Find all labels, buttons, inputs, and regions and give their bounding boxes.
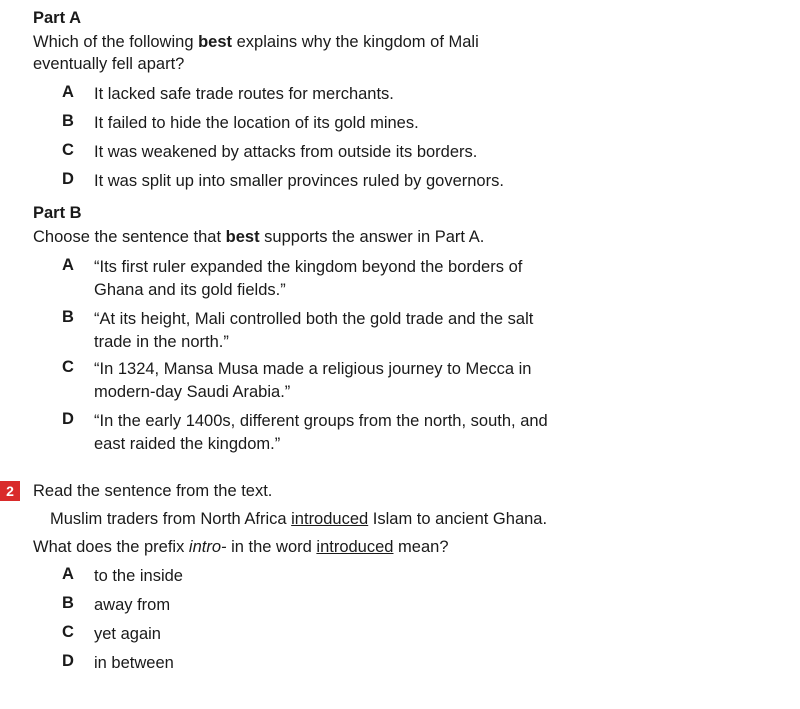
option-text	[94, 254, 574, 300]
option-letter: A	[62, 83, 74, 101]
quote-post: Islam to ancient Ghana.	[368, 510, 548, 528]
question2-question	[33, 536, 449, 558]
question2-option-c[interactable]	[0, 621, 800, 650]
option-text-line2: Ghana and its gold fields.”	[94, 281, 286, 299]
part-a-question-pre: Which of the following	[33, 33, 199, 51]
option-text-line2: east raided the kingdom.”	[94, 435, 281, 453]
option-text-line2: modern-day Saudi Arabia.”	[94, 383, 291, 401]
question-mid: in the word	[226, 538, 317, 556]
option-text	[94, 306, 574, 352]
option-text	[94, 356, 574, 402]
option-text	[94, 408, 574, 454]
part-b-question-bold: best	[225, 228, 260, 246]
part-b-title: Part B	[33, 204, 82, 222]
question-underlined-word: introduced	[316, 538, 394, 556]
part-a-title: Part A	[33, 9, 81, 27]
part-a-question-line2: eventually fell apart?	[33, 55, 185, 73]
question2-option-d[interactable]	[0, 650, 800, 679]
option-text: away from	[94, 596, 171, 614]
part-b-option-d[interactable]	[0, 408, 800, 458]
part-a-question	[33, 31, 479, 53]
quote-pre: Muslim traders from North Africa	[50, 510, 292, 528]
quote-underlined-word: introduced	[291, 510, 369, 528]
option-text-line2: trade in the north.”	[94, 333, 229, 351]
question-italic-prefix: intro-	[188, 538, 227, 556]
option-text: in between	[94, 654, 174, 672]
option-text-line1: “At its height, Mali controlled both the gold trade and the salt	[94, 310, 534, 328]
option-text-line1: “In 1324, Mansa Musa made a religious journey to Mecca in	[94, 360, 532, 378]
question-post: mean?	[393, 538, 449, 556]
option-letter: D	[62, 652, 74, 670]
part-b-question-post: supports the answer in Part A.	[259, 228, 485, 246]
option-text-line1: “Its first ruler expanded the kingdom beyond the borders of	[94, 258, 523, 276]
part-b-option-b[interactable]	[0, 306, 800, 356]
part-a-option-c[interactable]	[0, 139, 800, 168]
option-letter: C	[62, 358, 74, 376]
option-text: It failed to hide the location of its gold mines.	[94, 114, 419, 132]
question2-quote	[50, 508, 547, 530]
option-letter: A	[62, 256, 74, 274]
part-b-question	[33, 226, 484, 248]
option-text: It was weakened by attacks from outside its borders.	[94, 143, 478, 161]
option-text: It lacked safe trade routes for merchants.	[94, 85, 394, 103]
part-a-option-d[interactable]	[0, 168, 800, 197]
option-letter: D	[62, 410, 74, 428]
option-letter: D	[62, 170, 74, 188]
question2-prompt: Read the sentence from the text.	[33, 482, 273, 500]
option-letter: B	[62, 308, 74, 326]
option-letter: B	[62, 112, 74, 130]
part-a-question-post: explains why the kingdom of Mali	[232, 33, 479, 51]
part-a-option-b[interactable]	[0, 110, 800, 139]
option-letter: C	[62, 623, 74, 641]
option-letter: A	[62, 565, 74, 583]
part-b-question-pre: Choose the sentence that	[33, 228, 226, 246]
question-pre: What does the prefix	[33, 538, 189, 556]
option-text: to the inside	[94, 567, 183, 585]
option-text: yet again	[94, 625, 161, 643]
option-letter: C	[62, 141, 74, 159]
question2-option-b[interactable]	[0, 592, 800, 621]
option-letter: B	[62, 594, 74, 612]
part-b-option-a[interactable]	[0, 254, 800, 304]
question2-option-a[interactable]	[0, 563, 800, 592]
part-a-option-a[interactable]	[0, 81, 800, 110]
part-a-question-bold: best	[198, 33, 233, 51]
option-text-line1: “In the early 1400s, different groups from the north, south, and	[94, 412, 548, 430]
option-text: It was split up into smaller provinces ruled by governors.	[94, 172, 504, 190]
question-number-badge: 2	[0, 481, 20, 501]
part-b-option-c[interactable]	[0, 356, 800, 406]
